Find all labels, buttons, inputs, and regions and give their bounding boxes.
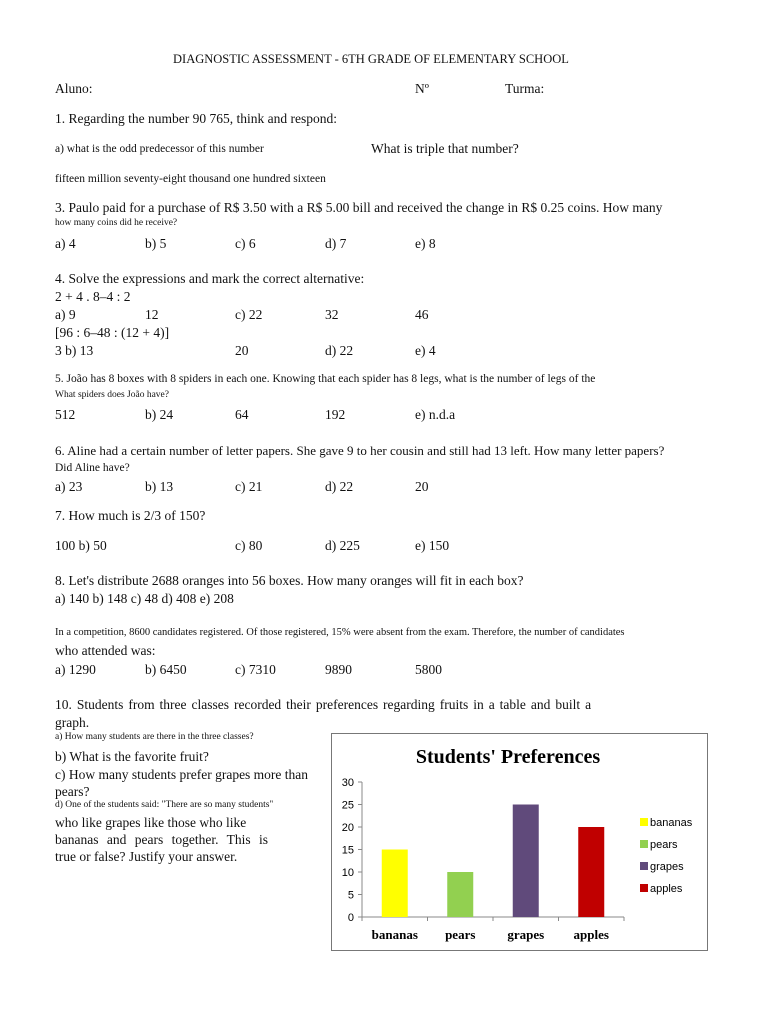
q4-option1-e: 46: [415, 307, 429, 322]
q9-option-b: b) 6450: [145, 662, 187, 677]
q9-option-e: 5800: [415, 662, 442, 677]
q6-option-b: b) 13: [145, 479, 174, 494]
q3-sub: how many coins did he receive?: [55, 218, 178, 228]
q10-c2: pears?: [55, 784, 90, 799]
q5-option-c: 64: [235, 407, 249, 422]
q6-option-a: a) 23: [55, 479, 83, 494]
y-tick-label: 10: [341, 867, 354, 879]
bar-chart-svg: [332, 734, 707, 950]
q3-option-a: a) 4: [55, 236, 76, 251]
x-tick-label: apples: [573, 927, 609, 942]
preferences-chart: [331, 733, 708, 951]
q4-expr2: [96 : 6–48 : (12 + 4)]: [55, 325, 170, 340]
q6-option-e: 20: [415, 479, 429, 494]
q7-option-d: d) 225: [325, 538, 360, 553]
q4-option1-c: c) 22: [235, 307, 263, 322]
q3-option-c: c) 6: [235, 236, 256, 251]
q10-text: 10. Students from three classes recorded their preferences regarding fruits in a table and built a: [55, 697, 592, 712]
aluno-label: Aluno:: [55, 81, 93, 96]
q4-option1-b: 12: [145, 307, 159, 322]
q6-option-c: c) 21: [235, 479, 263, 494]
q5-option-b: b) 24: [145, 407, 174, 422]
bar-apples: [578, 827, 604, 917]
q4-option2-e: e) 4: [415, 343, 436, 358]
numero-label: Nº: [415, 81, 429, 96]
y-tick-label: 5: [347, 889, 354, 902]
y-tick-label: 30: [341, 777, 354, 789]
q9-sub: who attended was:: [55, 643, 156, 658]
q10-d2: who like grapes like those who like: [55, 815, 247, 830]
q9-option-c: c) 7310: [235, 662, 276, 677]
q8-text: 8. Let's distribute 2688 oranges into 56 boxes. How many oranges will fit in each box?: [55, 573, 524, 588]
q4-option2-d: d) 22: [325, 343, 354, 358]
x-tick-label: pears: [445, 927, 476, 942]
q4-expr1: 2 + 4 . 8–4 : 2: [55, 289, 131, 304]
q7-text: 7. How much is 2/3 of 150?: [55, 508, 206, 523]
q3-option-e: e) 8: [415, 236, 436, 251]
q9-option-d: 9890: [325, 662, 352, 677]
x-tick-label: bananas: [371, 927, 418, 942]
q10-d3: bananas and pears together. This is: [55, 832, 268, 847]
q8-options: a) 140 b) 148 c) 48 d) 408 e) 208: [55, 591, 234, 606]
q10-d4: true or false? Justify your answer.: [55, 849, 238, 864]
y-tick-label: 15: [341, 844, 354, 857]
x-tick-label: grapes: [507, 927, 545, 942]
legend-label: pears: [650, 839, 678, 851]
q1-b: What is triple that number?: [371, 141, 519, 156]
legend-label: bananas: [650, 817, 693, 829]
q7-option-ab: 100 b) 50: [55, 538, 107, 553]
legend-swatch-apples: [640, 884, 648, 892]
bar-grapes: [513, 805, 539, 918]
q5-option-a: 512: [55, 407, 76, 422]
q1-line2: fifteen million seventy-eight thousand one hundred sixteen: [55, 173, 326, 185]
page-title: DIAGNOSTIC ASSESSMENT - 6TH GRADE OF ELEMENTARY SCHOOL: [173, 52, 569, 66]
q9-text: In a competition, 8600 candidates registered. Of those registered, 15% were absent from the exam. Therefore, the number of candidates: [55, 627, 625, 638]
q6-option-d: d) 22: [325, 479, 354, 494]
q5-option-e: e) n.d.a: [415, 407, 456, 422]
q4-option2-b: 3 b) 13: [55, 343, 94, 358]
bar-bananas: [382, 850, 408, 918]
q10-text2: graph.: [55, 715, 90, 730]
q10-c1: c) How many students prefer grapes more than: [55, 767, 309, 782]
q3-text: 3. Paulo paid for a purchase of R$ 3.50 with a R$ 5.00 bill and received the change in R$ 0.25 coins. How many: [55, 200, 663, 215]
q4-option2-c: 20: [235, 343, 249, 358]
q5-sub: What spiders does João have?: [55, 390, 169, 400]
legend-swatch-bananas: [640, 818, 648, 826]
legend-label: grapes: [650, 861, 684, 873]
chart-title: Students' Preferences: [415, 746, 601, 768]
q6-sub: Did Aline have?: [55, 462, 130, 474]
legend-label: apples: [650, 883, 683, 895]
legend-swatch-grapes: [640, 862, 648, 870]
q4-text: 4. Solve the expressions and mark the correct alternative:: [55, 271, 365, 286]
q10-d1: d) One of the students said: "There are so many students": [55, 800, 274, 810]
y-tick-label: 25: [341, 799, 354, 812]
q4-option1-a: a) 9: [55, 307, 76, 322]
q6-text: 6. Aline had a certain number of letter papers. She gave 9 to her cousin and still had 13 left. How many letter papers?: [55, 443, 665, 458]
q5-option-d: 192: [325, 407, 346, 422]
q10-b: b) What is the favorite fruit?: [55, 749, 209, 764]
y-tick-label: 0: [347, 912, 354, 924]
q9-option-a: a) 1290: [55, 662, 96, 677]
q3-option-b: b) 5: [145, 236, 167, 251]
q7-option-c: c) 80: [235, 538, 263, 553]
q3-option-d: d) 7: [325, 236, 347, 251]
q1-text: 1. Regarding the number 90 765, think and respond:: [55, 111, 337, 126]
legend-swatch-pears: [640, 840, 648, 848]
q5-text: 5. João has 8 boxes with 8 spiders in each one. Knowing that each spider has 8 legs, what is the number of legs of the: [55, 373, 596, 385]
turma-label: Turma:: [505, 81, 545, 96]
y-tick-label: 20: [341, 822, 354, 834]
q7-option-e: e) 150: [415, 538, 450, 553]
bar-pears: [447, 872, 473, 917]
q1-a: a) what is the odd predecessor of this number: [55, 143, 264, 155]
q10-a: a) How many students are there in the three classes?: [55, 732, 254, 742]
q4-option1-d: 32: [325, 307, 339, 322]
